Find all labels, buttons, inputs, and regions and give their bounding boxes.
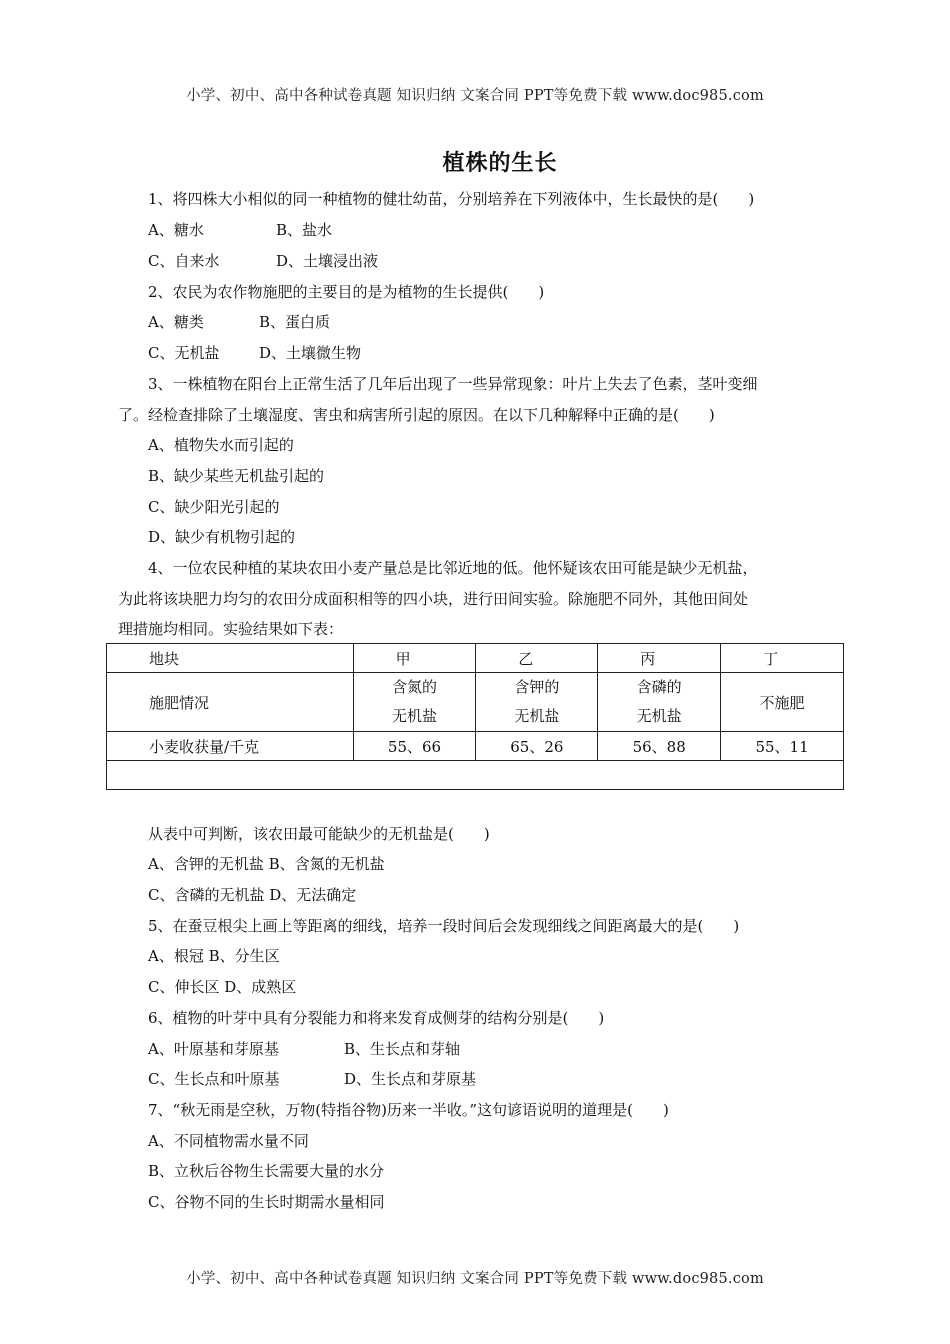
cell-line: 含氮的	[391, 678, 437, 696]
question-1-options-cd	[148, 251, 379, 271]
q2-option-c: C、无机盐	[148, 344, 220, 362]
table-row-label: 小麦收获量/千克	[107, 732, 354, 761]
table-cell: 56、88	[598, 732, 721, 761]
table-row-yield	[107, 732, 844, 761]
page-header: 小学、初中、高中各种试卷真题 知识归纳 文案合同 PPT等免费下载 www.doc985.com	[186, 88, 764, 104]
table-cell: 不施肥	[721, 673, 844, 732]
table-header-cell: 乙	[476, 644, 598, 673]
cell-line: 含磷的	[636, 678, 682, 696]
q7-option-c: C、谷物不同的生长时期需水量相同	[148, 1193, 385, 1211]
question-1-stem: 1、将四株大小相似的同一种植物的健壮幼苗，分别培养在下列液体中，生长最快的是( )	[148, 190, 755, 208]
q6-option-d: D、生长点和芽原基	[344, 1070, 477, 1088]
table-header-cell: 甲	[353, 644, 476, 673]
question-2-options-cd	[148, 343, 362, 363]
table-cell: 55、66	[353, 732, 476, 761]
table-cell	[353, 673, 476, 732]
question-3-stem-line2: 了。经检查排除了土壤湿度、害虫和病害所引起的原因。在以下几种解释中正确的是( )	[118, 406, 715, 424]
table-header-cell: 地块	[107, 644, 354, 673]
page-title: 植株的生长	[442, 151, 558, 176]
table-row-label: 施肥情况	[107, 673, 354, 732]
question-1-options-ab	[148, 220, 333, 240]
q2-option-a: A、糖类	[148, 313, 204, 331]
q1-option-b: B、盐水	[276, 221, 333, 239]
question-6-stem: 6、植物的叶芽中具有分裂能力和将来发育成侧芽的结构分别是( )	[148, 1009, 605, 1027]
cell-line: 无机盐	[391, 707, 437, 725]
cell-line: 含钾的	[514, 678, 560, 696]
q6-option-a: A、叶原基和芽原基	[148, 1040, 279, 1058]
table-empty-cell	[107, 761, 844, 790]
q3-option-d: D、缺少有机物引起的	[148, 528, 296, 546]
question-3-stem-line1: 3、一株植物在阳台上正常生活了几年后出现了一些异常现象：叶片上失去了色素，茎叶变细	[148, 375, 758, 393]
table-cell	[476, 673, 598, 732]
question-4-options-cd: C、含磷的无机盐 D、无法确定	[148, 886, 357, 904]
table-cell	[598, 673, 721, 732]
table-header-row	[107, 644, 844, 673]
q7-option-b: B、立秋后谷物生长需要大量的水分	[148, 1162, 385, 1180]
page-footer: 小学、初中、高中各种试卷真题 知识归纳 文案合同 PPT等免费下载 www.doc985.com	[186, 1271, 764, 1287]
q1-option-a: A、糖水	[148, 221, 204, 239]
cell-line: 无机盐	[514, 707, 560, 725]
question-2-stem: 2、农民为农作物施肥的主要目的是为植物的生长提供( )	[148, 283, 545, 301]
q6-option-c: C、生长点和叶原基	[148, 1070, 280, 1088]
question-4-stem-line2: 为此将该块肥力均匀的农田分成面积相等的四小块，进行田间实验。除施肥不同外，其他田间处	[118, 590, 749, 608]
q6-option-b: B、生长点和芽轴	[344, 1040, 461, 1058]
question-5-stem: 5、在蚕豆根尖上画上等距离的细线，培养一段时间后会发现细线之间距离最大的是( )	[148, 917, 740, 935]
table-header-cell: 丁	[721, 644, 844, 673]
table-row-empty	[107, 761, 844, 790]
cell-line: 无机盐	[636, 707, 682, 725]
question-5-options-ab: A、根冠 B、分生区	[148, 947, 280, 965]
question-4-stem-line3: 理措施均相同。实验结果如下表：	[118, 620, 344, 638]
table-cell: 55、11	[721, 732, 844, 761]
table-header-cell: 丙	[598, 644, 721, 673]
question-4-prompt: 从表中可判断，该农田最可能缺少的无机盐是( )	[148, 825, 490, 843]
q3-option-a: A、植物失水而引起的	[148, 436, 294, 454]
q1-option-d: D、土壤浸出液	[276, 252, 379, 270]
table-cell: 65、26	[476, 732, 598, 761]
q2-option-d: D、土壤微生物	[259, 344, 362, 362]
question-2-options-ab	[148, 312, 331, 332]
q3-option-c: C、缺少阳光引起的	[148, 498, 280, 516]
question-4-stem-line1: 4、一位农民种植的某块农田小麦产量总是比邻近地的低。他怀疑该农田可能是缺少无机盐，	[148, 559, 758, 577]
question-7-stem: 7、“秋无雨是空秋，万物(特指谷物)历来一半收。”这句谚语说明的道理是( )	[148, 1101, 669, 1119]
q3-option-b: B、缺少某些无机盐引起的	[148, 467, 325, 485]
q2-option-b: B、蛋白质	[259, 313, 331, 331]
q1-option-c: C、自来水	[148, 252, 220, 270]
question-6-options-ab	[148, 1039, 461, 1059]
question-5-options-cd: C、伸长区 D、成熟区	[148, 978, 297, 996]
q7-option-a: A、不同植物需水量不同	[148, 1132, 309, 1150]
question-6-options-cd	[148, 1069, 477, 1089]
experiment-results-table	[106, 643, 844, 790]
question-4-options-ab: A、含钾的无机盐 B、含氮的无机盐	[148, 855, 385, 873]
table-row-fertilizer	[107, 673, 844, 732]
